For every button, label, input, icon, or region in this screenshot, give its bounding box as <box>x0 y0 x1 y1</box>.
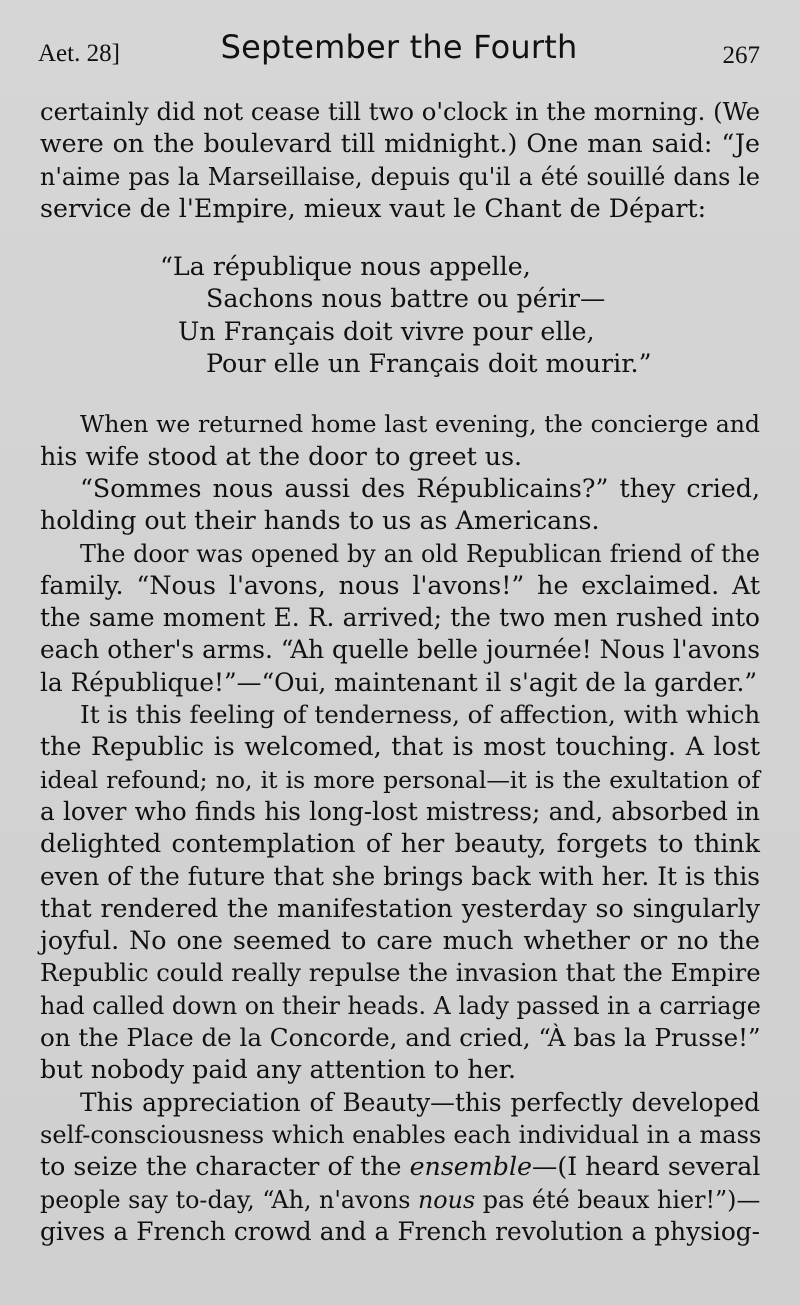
verse-line: Un Français doit vivre pour elle, <box>178 316 595 346</box>
text-line: gives a French crowd and a French revolution a physiog- <box>40 1216 760 1246</box>
paragraph-6 <box>40 1087 760 1248</box>
text-line: It is this feeling of tenderness, of affection, with which <box>80 700 761 730</box>
verse-line: Pour elle un Français doit mourir.” <box>206 349 652 379</box>
page-body <box>40 96 760 1248</box>
text-line: When we returned home last evening, the concierge and <box>80 410 760 439</box>
text-line: each other's arms. “Ah quelle belle journée! Nous l'avons <box>40 635 760 665</box>
text-line: joyful. No one seemed to care much whether or no the <box>40 926 760 956</box>
text-run: pas été beaux hier!”)— <box>475 1185 761 1214</box>
paragraph-4 <box>40 538 760 699</box>
text-line: family. “Nous l'avons, nous l'avons!” he exclaimed. At <box>40 570 760 600</box>
text-line: that rendered the manifestation yesterday so singularly <box>40 893 760 923</box>
page-number: 267 <box>722 42 760 69</box>
verse-quotation <box>40 251 760 380</box>
text-line: certainly did not cease till two o'clock in the morning. (We <box>40 97 760 126</box>
text-line: had called down on their heads. A lady passed in a carriage <box>40 991 761 1020</box>
text-line: holding out their hands to us as Americans. <box>40 506 600 536</box>
text-run: —(I heard several <box>532 1152 761 1182</box>
text-line: The door was opened by an old Republican friend of the <box>80 539 760 568</box>
text-line: ideal refound; no, it is more personal—it is the exultation of <box>40 765 760 794</box>
running-head-title: September the Fourth <box>220 28 578 66</box>
paragraph-2 <box>40 408 760 473</box>
text-line: delighted contemplation of her beauty, forgets to think <box>40 829 760 859</box>
text-line: even of the future that she brings back with her. It is this <box>40 861 760 891</box>
text-line: “Sommes nous aussi des Républicains?” they cried, <box>80 473 760 503</box>
text-line: service de l'Empire, mieux vaut le Chant de Départ: <box>40 193 707 223</box>
text-line: This appreciation of Beauty—this perfectly developed <box>80 1087 760 1117</box>
text-line <box>40 1151 760 1183</box>
paragraph-1 <box>40 96 760 225</box>
running-header <box>38 28 760 80</box>
text-line: his wife stood at the door to greet us. <box>40 441 523 471</box>
text-line: Republic could really repulse the invasion that the Empire <box>40 958 761 988</box>
verse-spacer <box>40 380 760 408</box>
text-line: on the Place de la Concorde, and cried, “À bas la Prusse!” <box>40 1023 761 1053</box>
text-run: to seize the character of the <box>40 1152 410 1182</box>
text-line <box>40 1184 760 1216</box>
verse-spacer <box>40 225 760 251</box>
text-line: a lover who finds his long-lost mistress; and, absorbed in <box>40 796 760 826</box>
running-head-left: Aet. 28] <box>38 40 120 67</box>
paragraph-5 <box>40 699 760 1087</box>
italic-term: nous <box>417 1185 476 1214</box>
italic-term: ensemble <box>409 1152 533 1182</box>
text-line: self-consciousness which enables each individual in a mass <box>40 1120 762 1149</box>
text-line: were on the boulevard till midnight.) One man said: “Je <box>40 129 760 159</box>
text-line: n'aime pas la Marseillaise, depuis qu'il a été souillé dans le <box>40 162 760 191</box>
verse-line: “La république nous appelle, <box>160 252 531 282</box>
text-line: but nobody paid any attention to her. <box>40 1055 517 1085</box>
text-run: people say to-day, “Ah, n'avons <box>40 1185 418 1214</box>
text-line: the Republic is welcomed, that is most touching. A lost <box>40 732 760 762</box>
text-line: the same moment E. R. arrived; the two men rushed into <box>40 603 760 633</box>
paragraph-3 <box>40 473 760 538</box>
verse-line: Sachons nous battre ou périr— <box>206 284 606 314</box>
text-line: la République!”—“Oui, maintenant il s'agit de la garder.” <box>40 667 758 697</box>
